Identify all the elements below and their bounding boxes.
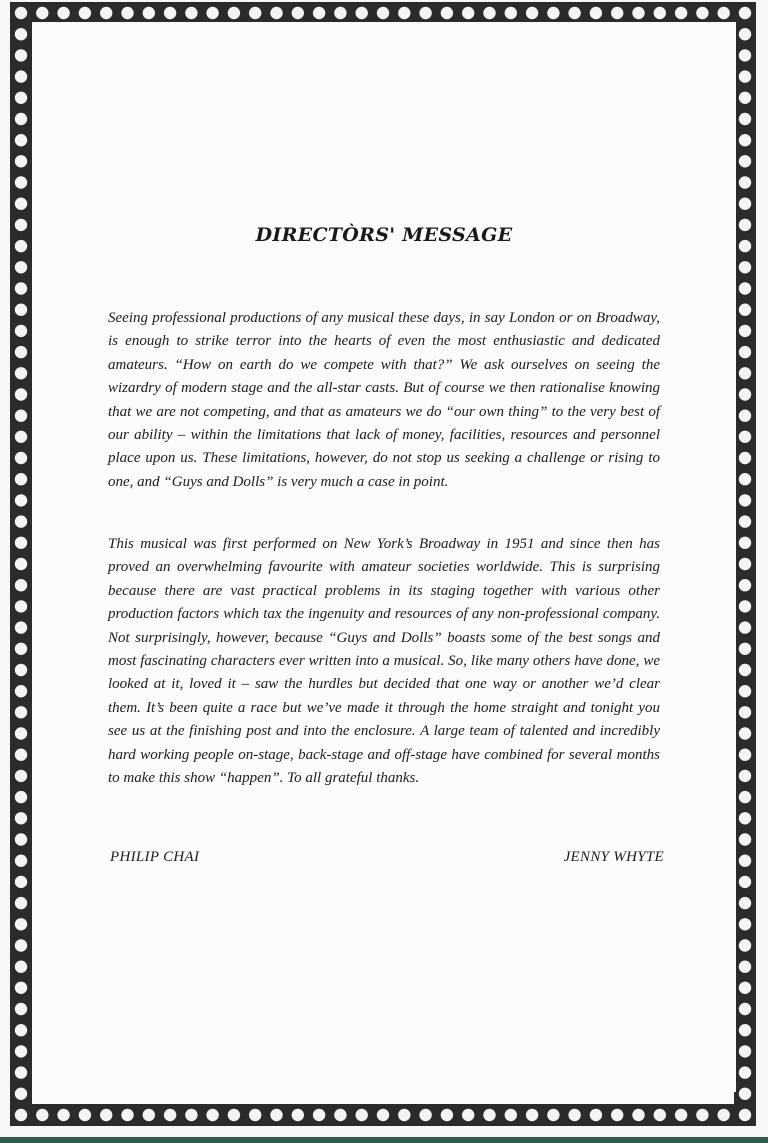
frame-dot (15, 7, 27, 19)
frame-dot (377, 1109, 389, 1121)
frame-dot (739, 1088, 751, 1100)
frame-dot (164, 1109, 176, 1121)
message-paragraph-2: This musical was first performed on New York’s Broadway in 1951 and since then has proved an overwhelming favourite with amateur societies worldwide. This is surprising because there are vast practical problems in its staging together with various other production factors which tax the ingenuity and resources of any non-professional company. Not surprisingly, however, because “Guys and Dolls” boasts some of the best songs and most fascinating characters ever written into a musical. So, like many others have done, we looked at it, loved it – saw the hurdles but decided that one way or another we’d clear them. It’s been quite a race but we’ve made it through the home straight and tonight you see us at the finishing post and into the enclosure. A large team of talented and incredibly hard working people on-stage, back-stage and off-stage have combined for several months to make this show “happen”. To all grateful thanks. (108, 536, 660, 787)
frame-dot (739, 600, 751, 612)
frame-dot (15, 918, 27, 930)
message-paragraph-1: Seeing professional productions of any musical these days, in say London or on Broadway, is enough to strike terror into the hearts of even the most enthusiastic and dedicated amateurs. “How on earth do we compete with that?” We ask ourselves on seeing the wizardry of modern stage and the all-star casts. But of course we then rationalise knowing that we are not competing, and that as amateurs we do “our own thing” to the very best of our ability – within the limitations that lack of money, facilities, resources and personnel place upon us. These limitations, however, do not stop us seeking a challenge or rising to one, and “Guys and Dolls” is very much a case in point. (108, 310, 660, 490)
frame-dot (15, 155, 27, 167)
frame-dot (739, 70, 751, 82)
frame-dot (15, 876, 27, 888)
frame-dot (15, 1088, 27, 1100)
frame-dot (739, 982, 751, 994)
frame-dot (334, 1109, 346, 1121)
frame-dot (739, 1003, 751, 1015)
frame-dot (15, 833, 27, 845)
frame-dot (739, 49, 751, 61)
frame-dot (15, 198, 27, 210)
frame-dot (15, 473, 27, 485)
frame-dot (15, 558, 27, 570)
frame-dot (143, 7, 155, 19)
frame-dot (15, 579, 27, 591)
frame-dot (15, 452, 27, 464)
frame-dot (718, 1109, 730, 1121)
frame-dot (377, 7, 389, 19)
frame-dot (79, 1109, 91, 1121)
frame-dot (483, 7, 495, 19)
frame-dot (675, 1109, 687, 1121)
frame-dot (185, 7, 197, 19)
frame-dot (441, 1109, 453, 1121)
frame-dot (739, 918, 751, 930)
frame-dot (419, 1109, 431, 1121)
frame-dot (505, 7, 517, 19)
frame-dot (164, 7, 176, 19)
frame-dot (632, 1109, 644, 1121)
frame-dot (15, 325, 27, 337)
frame-dot (15, 515, 27, 527)
frame-dot (739, 261, 751, 273)
frame-dot (398, 7, 410, 19)
frame-dot (419, 7, 431, 19)
frame-dot (15, 961, 27, 973)
frame-dot (398, 1109, 410, 1121)
frame-dot (249, 1109, 261, 1121)
frame-dot (334, 7, 346, 19)
frame-dot (15, 282, 27, 294)
frame-dot (292, 1109, 304, 1121)
frame-dot (739, 431, 751, 443)
frame-dot (739, 706, 751, 718)
frame-dot (206, 1109, 218, 1121)
frame-dot (739, 198, 751, 210)
frame-dot (739, 1024, 751, 1036)
frame-dot (739, 28, 751, 40)
frame-dot (143, 1109, 155, 1121)
frame-dot (79, 7, 91, 19)
frame-dot (313, 7, 325, 19)
frame-dot (100, 7, 112, 19)
frame-dot (15, 749, 27, 761)
frame-dot (547, 7, 559, 19)
frame-dot (739, 494, 751, 506)
frame-dot (15, 812, 27, 824)
frame-dot (15, 1045, 27, 1057)
frame-dot (739, 304, 751, 316)
frame-dot (696, 1109, 708, 1121)
frame-dot (739, 579, 751, 591)
frame-dot (36, 7, 48, 19)
frame-dot (15, 1109, 27, 1121)
frame-dot (739, 727, 751, 739)
signature-right: JENNY WHYTE (563, 849, 664, 865)
frame-dot (739, 1109, 751, 1121)
frame-dot (739, 388, 751, 400)
frame-dot (739, 473, 751, 485)
frame-dot (526, 7, 538, 19)
frame-dot (228, 7, 240, 19)
frame-dot (57, 1109, 69, 1121)
bottom-edge-strip (0, 1137, 768, 1143)
frame-dot (739, 812, 751, 824)
frame-dot (739, 939, 751, 951)
frame-dot (15, 939, 27, 951)
frame-dot (15, 28, 27, 40)
frame-dot (100, 1109, 112, 1121)
frame-dot (15, 727, 27, 739)
frame-dot (739, 515, 751, 527)
frame-dot (590, 7, 602, 19)
frame-dot (654, 7, 666, 19)
frame-dot (15, 643, 27, 655)
frame-dot (15, 388, 27, 400)
frame-dot (739, 833, 751, 845)
frame-dot (739, 961, 751, 973)
frame-dot (15, 70, 27, 82)
frame-dot (36, 1109, 48, 1121)
frame-dot (206, 7, 218, 19)
frame-dot (462, 7, 474, 19)
frame-dot (15, 621, 27, 633)
frame-dot (739, 282, 751, 294)
frame-dot (15, 791, 27, 803)
frame-dot (526, 1109, 538, 1121)
frame-dot (356, 7, 368, 19)
frame-dot (15, 410, 27, 422)
frame-dot (15, 1003, 27, 1015)
frame-dot (15, 134, 27, 146)
frame-dot (739, 1066, 751, 1078)
frame-dot (15, 685, 27, 697)
frame-dot (611, 1109, 623, 1121)
frame-dot (739, 134, 751, 146)
frame-dot (15, 600, 27, 612)
frame-dot (739, 176, 751, 188)
frame-dot (739, 1045, 751, 1057)
frame-dot (15, 706, 27, 718)
frame-dot (590, 1109, 602, 1121)
frame-dot (739, 452, 751, 464)
frame-dot (739, 537, 751, 549)
frame-dot (739, 325, 751, 337)
frame-dot (611, 7, 623, 19)
frame-dot (15, 897, 27, 909)
frame-dot (121, 7, 133, 19)
frame-dot (739, 791, 751, 803)
frame-dot (15, 346, 27, 358)
frame-dot (15, 1066, 27, 1078)
frame-dot (441, 7, 453, 19)
frame-dot (739, 685, 751, 697)
frame-dot (739, 155, 751, 167)
frame-dot (228, 1109, 240, 1121)
frame-dot (739, 855, 751, 867)
frame-dot (15, 494, 27, 506)
frame-dot (718, 7, 730, 19)
frame-dot (739, 367, 751, 379)
page-title: DIRECTÒRS' MESSAGE (255, 224, 513, 246)
frame-dot (15, 1024, 27, 1036)
frame-dot (739, 876, 751, 888)
frame-dot (739, 92, 751, 104)
frame-dot (292, 7, 304, 19)
frame-dot (15, 431, 27, 443)
frame-dot (462, 1109, 474, 1121)
frame-dot (57, 7, 69, 19)
frame-dot (15, 664, 27, 676)
frame-dot (696, 7, 708, 19)
frame-dot (270, 7, 282, 19)
frame-dot (739, 664, 751, 676)
frame-dot (739, 346, 751, 358)
frame-dot (483, 1109, 495, 1121)
frame-dot (505, 1109, 517, 1121)
frame-dot (15, 113, 27, 125)
frame-dot (739, 621, 751, 633)
frame-dot (15, 261, 27, 273)
frame-dot (739, 749, 751, 761)
frame-dot (185, 1109, 197, 1121)
frame-dot (568, 7, 580, 19)
frame-dot (675, 7, 687, 19)
frame-dot (739, 113, 751, 125)
frame-dot (15, 304, 27, 316)
frame-dot (739, 558, 751, 570)
frame-dot (547, 1109, 559, 1121)
frame-dot (15, 49, 27, 61)
frame-dot (249, 7, 261, 19)
frame-dot (313, 1109, 325, 1121)
frame-dot (654, 1109, 666, 1121)
frame-dot (739, 410, 751, 422)
frame-dot (739, 897, 751, 909)
frame-dot (632, 7, 644, 19)
frame-dot (739, 770, 751, 782)
frame-dot (739, 7, 751, 19)
frame-dot (568, 1109, 580, 1121)
frame-dot (270, 1109, 282, 1121)
frame-dot (356, 1109, 368, 1121)
frame-dot (15, 537, 27, 549)
frame-dot (15, 855, 27, 867)
frame-dot (739, 643, 751, 655)
frame-dot (15, 367, 27, 379)
frame-dot (15, 770, 27, 782)
frame-dot (15, 176, 27, 188)
signature-left: PHILIP CHAI (110, 849, 200, 865)
frame-dot (15, 982, 27, 994)
frame-dot (15, 92, 27, 104)
frame-dot (121, 1109, 133, 1121)
